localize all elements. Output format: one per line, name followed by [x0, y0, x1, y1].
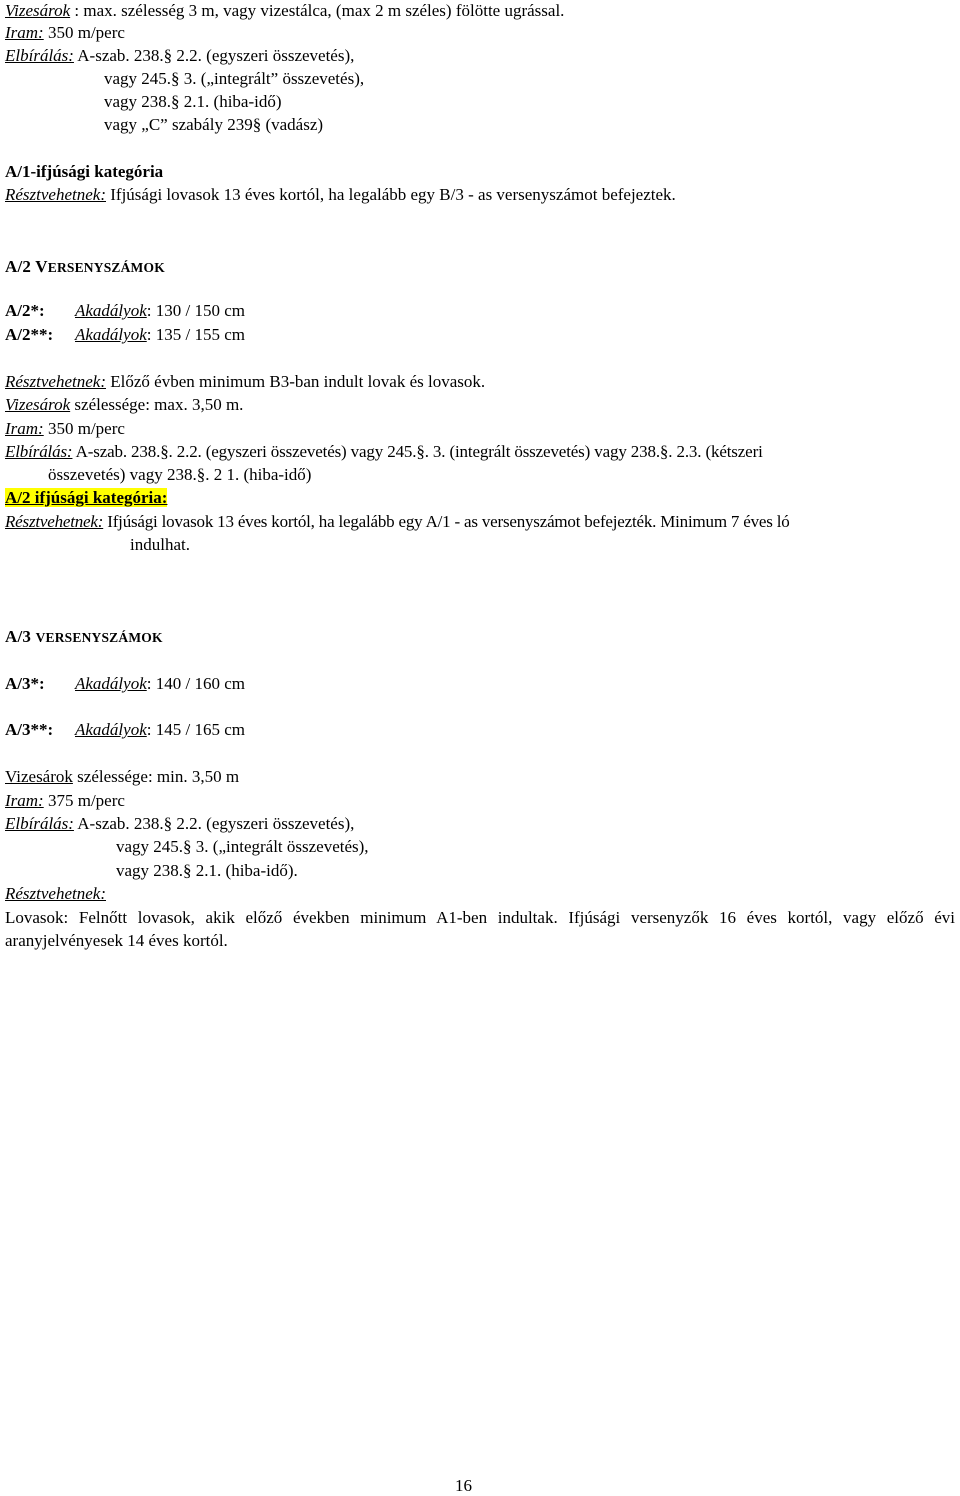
elbiralas-value: A-szab. 238.§ 2.2. (egyszeri összevetés),: [73, 46, 355, 65]
a3-heading-rest: VERSENYSZÁMOK: [35, 630, 163, 645]
iram-line: [5, 22, 955, 44]
a3-elbiralas-line: [5, 813, 955, 835]
elbiralas-line-3: vagy 238.§ 2.1. (hiba-idő): [104, 92, 282, 111]
a3-row1-value: : 140 / 160 cm: [146, 674, 245, 693]
vizesarok-value: : max. szélesség 3 m, vagy vizestálca, (max 2 m széles) fölötte ugrással.: [70, 1, 565, 20]
vizesarok-label: Vizesárok: [5, 1, 71, 20]
a3-row-2: [5, 719, 955, 741]
a3-row-1: [5, 673, 955, 695]
elbiralas-line-2: vagy 245.§ 3. („integrált” összevetés),: [104, 69, 365, 88]
a3-heading: [5, 626, 955, 649]
a3-row1-code: A/3*:: [5, 674, 45, 693]
iram-value: 350 m/perc: [43, 23, 125, 42]
a1-title: A/1-ifjúsági kategória: [5, 162, 164, 181]
elbiralas-label: Elbírálás:: [5, 46, 74, 65]
a2-iram-line: [5, 418, 955, 440]
a3-vizesarok-value: szélessége: min. 3,50 m: [72, 767, 240, 786]
a3-iram-line: [5, 790, 955, 812]
a3-iram-value: 375 m/perc: [43, 791, 125, 810]
elbiralas-line-4: vagy „C” szabály 239§ (vadász): [104, 115, 324, 134]
a1-resztvehetnek-label: Résztvehetnek:: [5, 185, 106, 204]
a2-elbiralas-line: [5, 441, 955, 463]
a2-row2-code: A/2**:: [5, 325, 54, 344]
a2-row2-value: : 135 / 155 cm: [146, 325, 245, 344]
a3-elbiralas-value: A-szab. 238.§ 2.2. (egyszeri összevetés),: [73, 814, 355, 833]
a3-row2-code: A/3**:: [5, 720, 54, 739]
a3-lovasok-paragraph: Lovasok: Felnőtt lovasok, akik előző években minimum A1-ben indultak. Ifjúsági versenyzők 16 éves kortól, vagy előző évi aranyjelvényesek 14 éves kortól.: [5, 908, 955, 950]
a3-row2-value: : 145 / 165 cm: [146, 720, 245, 739]
a2-ifj-resztvehetnek-value: Ifjúsági lovasok 13 éves kortól, ha legalább egy A/1 - as versenyszámot befejezték. Minimum 7 éves ló: [103, 512, 790, 531]
a2-ifj-resztvehetnek-line-2: indulhat.: [130, 535, 190, 554]
a2-resztvehetnek-label: Résztvehetnek:: [5, 372, 106, 391]
a3-vizesarok-line: [5, 766, 955, 788]
a2-row-2: [5, 324, 955, 346]
page-number: 16: [455, 1476, 472, 1495]
a3-vizesarok-label: Vizesárok: [5, 767, 73, 786]
a3-resztvehetnek-label: Résztvehetnek:: [5, 884, 106, 903]
a2-vizesarok-line: [5, 394, 955, 416]
a3-elbiralas-line-2: vagy 245.§ 3. („integrált összevetés),: [116, 837, 369, 856]
a2-ifjusagi-title: A/2 ifjúsági kategória:: [5, 488, 168, 507]
a3-row2-label: Akadályok: [75, 720, 147, 739]
a2-row1-value: : 130 / 150 cm: [146, 301, 245, 320]
a2-ifj-resztvehetnek-line: [5, 511, 955, 533]
a2-elbiralas-label: Elbírálás:: [5, 442, 73, 461]
iram-label: Iram:: [5, 23, 44, 42]
a2-resztvehetnek-value: Előző évben minimum B3-ban indult lovak és lovasok.: [106, 372, 486, 391]
a3-elbiralas-line-3: vagy 238.§ 2.1. (hiba-idő).: [116, 861, 298, 880]
elbiralas-line: [5, 45, 955, 67]
a3-iram-label: Iram:: [5, 791, 44, 810]
a1-resztvehetnek-line: [5, 184, 955, 206]
a2-elbiralas-line-2: összevetés) vagy 238.§. 2 1. (hiba-idő): [48, 465, 312, 484]
a1-resztvehetnek-value: Ifjúsági lovasok 13 éves kortól, ha legalább egy B/3 - as versenyszámot befejeztek.: [106, 185, 676, 204]
a2-iram-value: 350 m/perc: [43, 419, 125, 438]
a2-row2-label: Akadályok: [75, 325, 147, 344]
vizesarok-line: [5, 0, 955, 22]
a3-resztvehetnek-line: [5, 883, 955, 905]
a2-row1-label: Akadályok: [75, 301, 147, 320]
a2-heading-code: A/2: [5, 257, 36, 276]
a2-heading: [5, 256, 955, 279]
a2-ifjusagi-title-line: [5, 487, 955, 509]
a3-elbiralas-label: Elbírálás:: [5, 814, 74, 833]
a2-iram-label: Iram:: [5, 419, 44, 438]
a2-row-1: [5, 300, 955, 322]
a2-row1-code: A/2*:: [5, 301, 45, 320]
a2-heading-rest: ERSENYSZÁMOK: [47, 260, 165, 275]
a2-heading-initial: V: [35, 257, 48, 276]
a2-resztvehetnek-line: [5, 371, 955, 393]
a2-vizesarok-value: szélessége: max. 3,50 m.: [70, 395, 244, 414]
a2-vizesarok-label: Vizesárok: [5, 395, 71, 414]
a2-ifj-resztvehetnek-label: Résztvehetnek:: [5, 512, 104, 531]
a3-heading-code: A/3: [5, 627, 36, 646]
a3-row1-label: Akadályok: [75, 674, 147, 693]
a2-elbiralas-value: A-szab. 238.§. 2.2. (egyszeri összevetés) vagy 245.§. 3. (integrált összevetés) vagy 238.§. 2.3. (kétszeri: [72, 442, 763, 461]
